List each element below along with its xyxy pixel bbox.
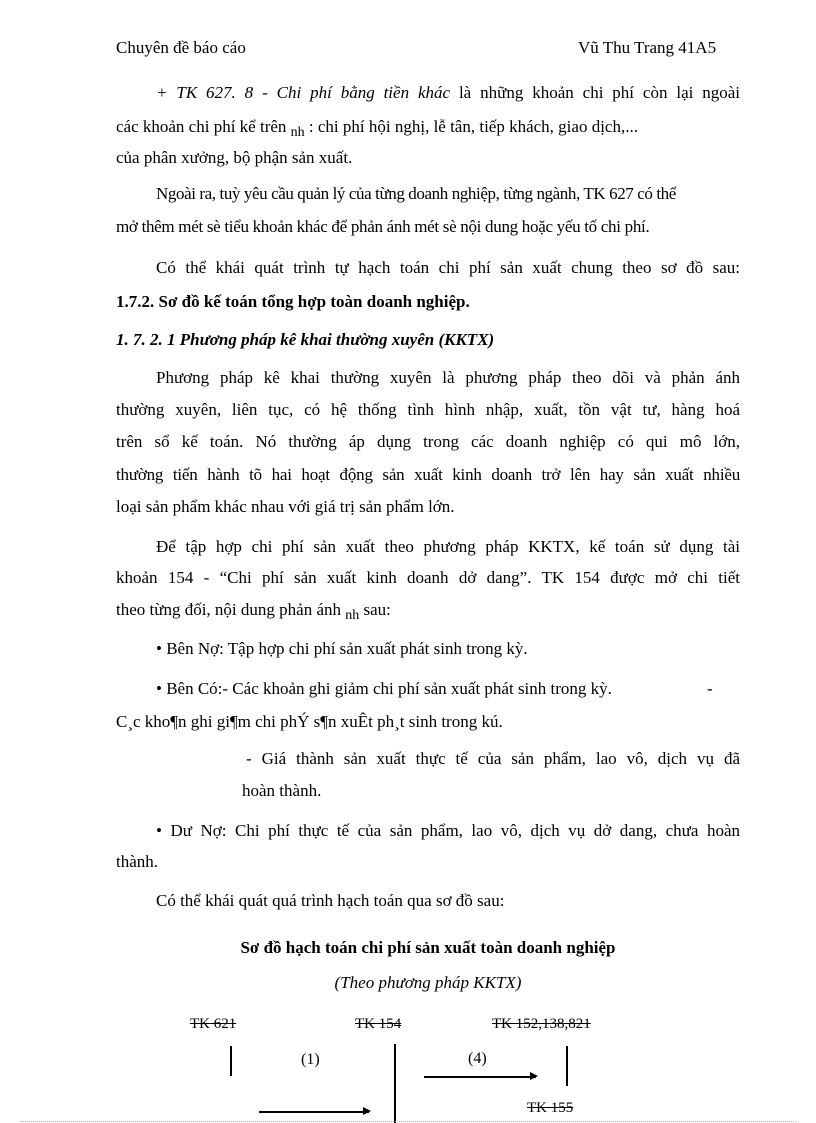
account-tk621: TK 621 [190,1016,237,1032]
diagram-subtitle: (Theo phương pháp KKTX) [334,973,522,992]
paragraph-line [116,116,740,140]
paragraph-line: mở thêm mét sè tiểu khoản khác để phản ánh mét sè nội dung hoặc yếu tố chi phí. [116,217,650,236]
italic-term: + TK 627. 8 - Chi phí bằng tiền khác [156,83,451,102]
t-account-line [394,1044,396,1123]
bullet-item: • Bên Có:- Các khoản ghi giảm chi phí sản xuất phát sinh trong kỳ. [156,679,612,698]
diagram-title: Sơ đồ hạch toán chi phí sản xuất toàn doanh nghiệp [240,938,616,957]
subsection-heading: 1. 7. 2. 1 Phương pháp kê khai thường xuyên (KKTX) [116,330,495,349]
subscript-text: nh [345,608,360,623]
paragraph-line: Có thể khái quát trình tự hạch toán chi phí sản xuất chung theo sơ đồ sau: [156,258,740,277]
bullet-item: • Dư Nợ: Chi phí thực tế của sản phẩm, lao vô, dịch vụ dở dang, chưa hoàn [156,821,740,840]
t-account-line [230,1046,232,1076]
text: sau: [359,600,391,619]
garbled-text-line: C¸c kho¶n ghi gi¶m chi phÝ s¶n xuÊt ph¸t sinh trong kú. [116,712,503,731]
bullet-item: • Bên Nợ: Tập hợp chi phí sản xuất phát sinh trong kỳ. [156,639,528,658]
arrow-right-icon [259,1111,369,1113]
paragraph-line [116,82,740,104]
header-left: Chuyên đề báo cáo [116,38,246,57]
text: là những khoản chi phí còn lại ngoài [450,83,741,102]
subscript-text: nh [290,125,305,140]
text: các khoản chi phí kể trên [116,117,291,136]
bullet-item-cont: thành. [116,852,159,871]
paragraph-line [116,599,740,623]
paragraph-line: Phương pháp kê khai thường xuyên là phương pháp theo dõi và phản ánh [156,368,740,387]
sub-item-cont: hoàn thành. [242,781,322,800]
entry-label-4: (4) [468,1050,487,1067]
paragraph-line: thường tiến hành tõ hai hoạt động sản xuất kinh doanh trở lên hay sản xuất nhiều [116,465,740,484]
paragraph-line: Để tập hợp chi phí sản xuất theo phương pháp KKTX, kế toán sử dụng tài [156,537,740,556]
paragraph-line: khoản 154 - “Chi phí sản xuất kinh doanh dở dang”. TK 154 được mở chi tiết [116,568,740,587]
header-right: Vũ Thu Trang 41A5 [578,38,717,57]
paragraph-line: loại sản phẩm khác nhau với giá trị sản phẩm lớn. [116,497,455,516]
dash-mark: - [707,679,713,698]
paragraph-line: trên sổ kế toán. Nó thường áp dụng trong các doanh nghiệp có qui mô lớn, [116,432,740,451]
entry-label-1: (1) [301,1051,320,1068]
account-tk155: TK 155 [527,1100,574,1116]
arrow-right-icon [424,1076,536,1078]
paragraph-line: của phân xưởng, bộ phận sản xuất. [116,148,353,167]
t-account-line [566,1046,568,1086]
account-tk154: TK 154 [355,1016,402,1032]
paragraph-line: Ngoài ra, tuỳ yêu cầu quản lý của từng doanh nghiệp, từng ngành, TK 627 có thể [156,184,676,203]
sub-item: - Giá thành sản xuất thực tế của sản phẩm, lao vô, dịch vụ đã [246,749,740,768]
page-break-line [20,1121,796,1122]
text: : chi phí hội nghị, lễ tân, tiếp khách, giao dịch,... [304,117,638,136]
section-heading: 1.7.2. Sơ đồ kế toán tổng hợp toàn doanh nghiệp. [116,292,470,311]
paragraph-line: thường xuyên, liên tục, có hệ thống tình hình nhập, xuất, tồn vật tư, hàng hoá [116,400,740,419]
paragraph-line: Có thể khái quát quá trình hạch toán qua sơ đồ sau: [156,891,505,910]
account-tk152: TK 152,138,821 [492,1016,591,1032]
text: theo từng đối, nội dung phản ánh [116,600,346,619]
